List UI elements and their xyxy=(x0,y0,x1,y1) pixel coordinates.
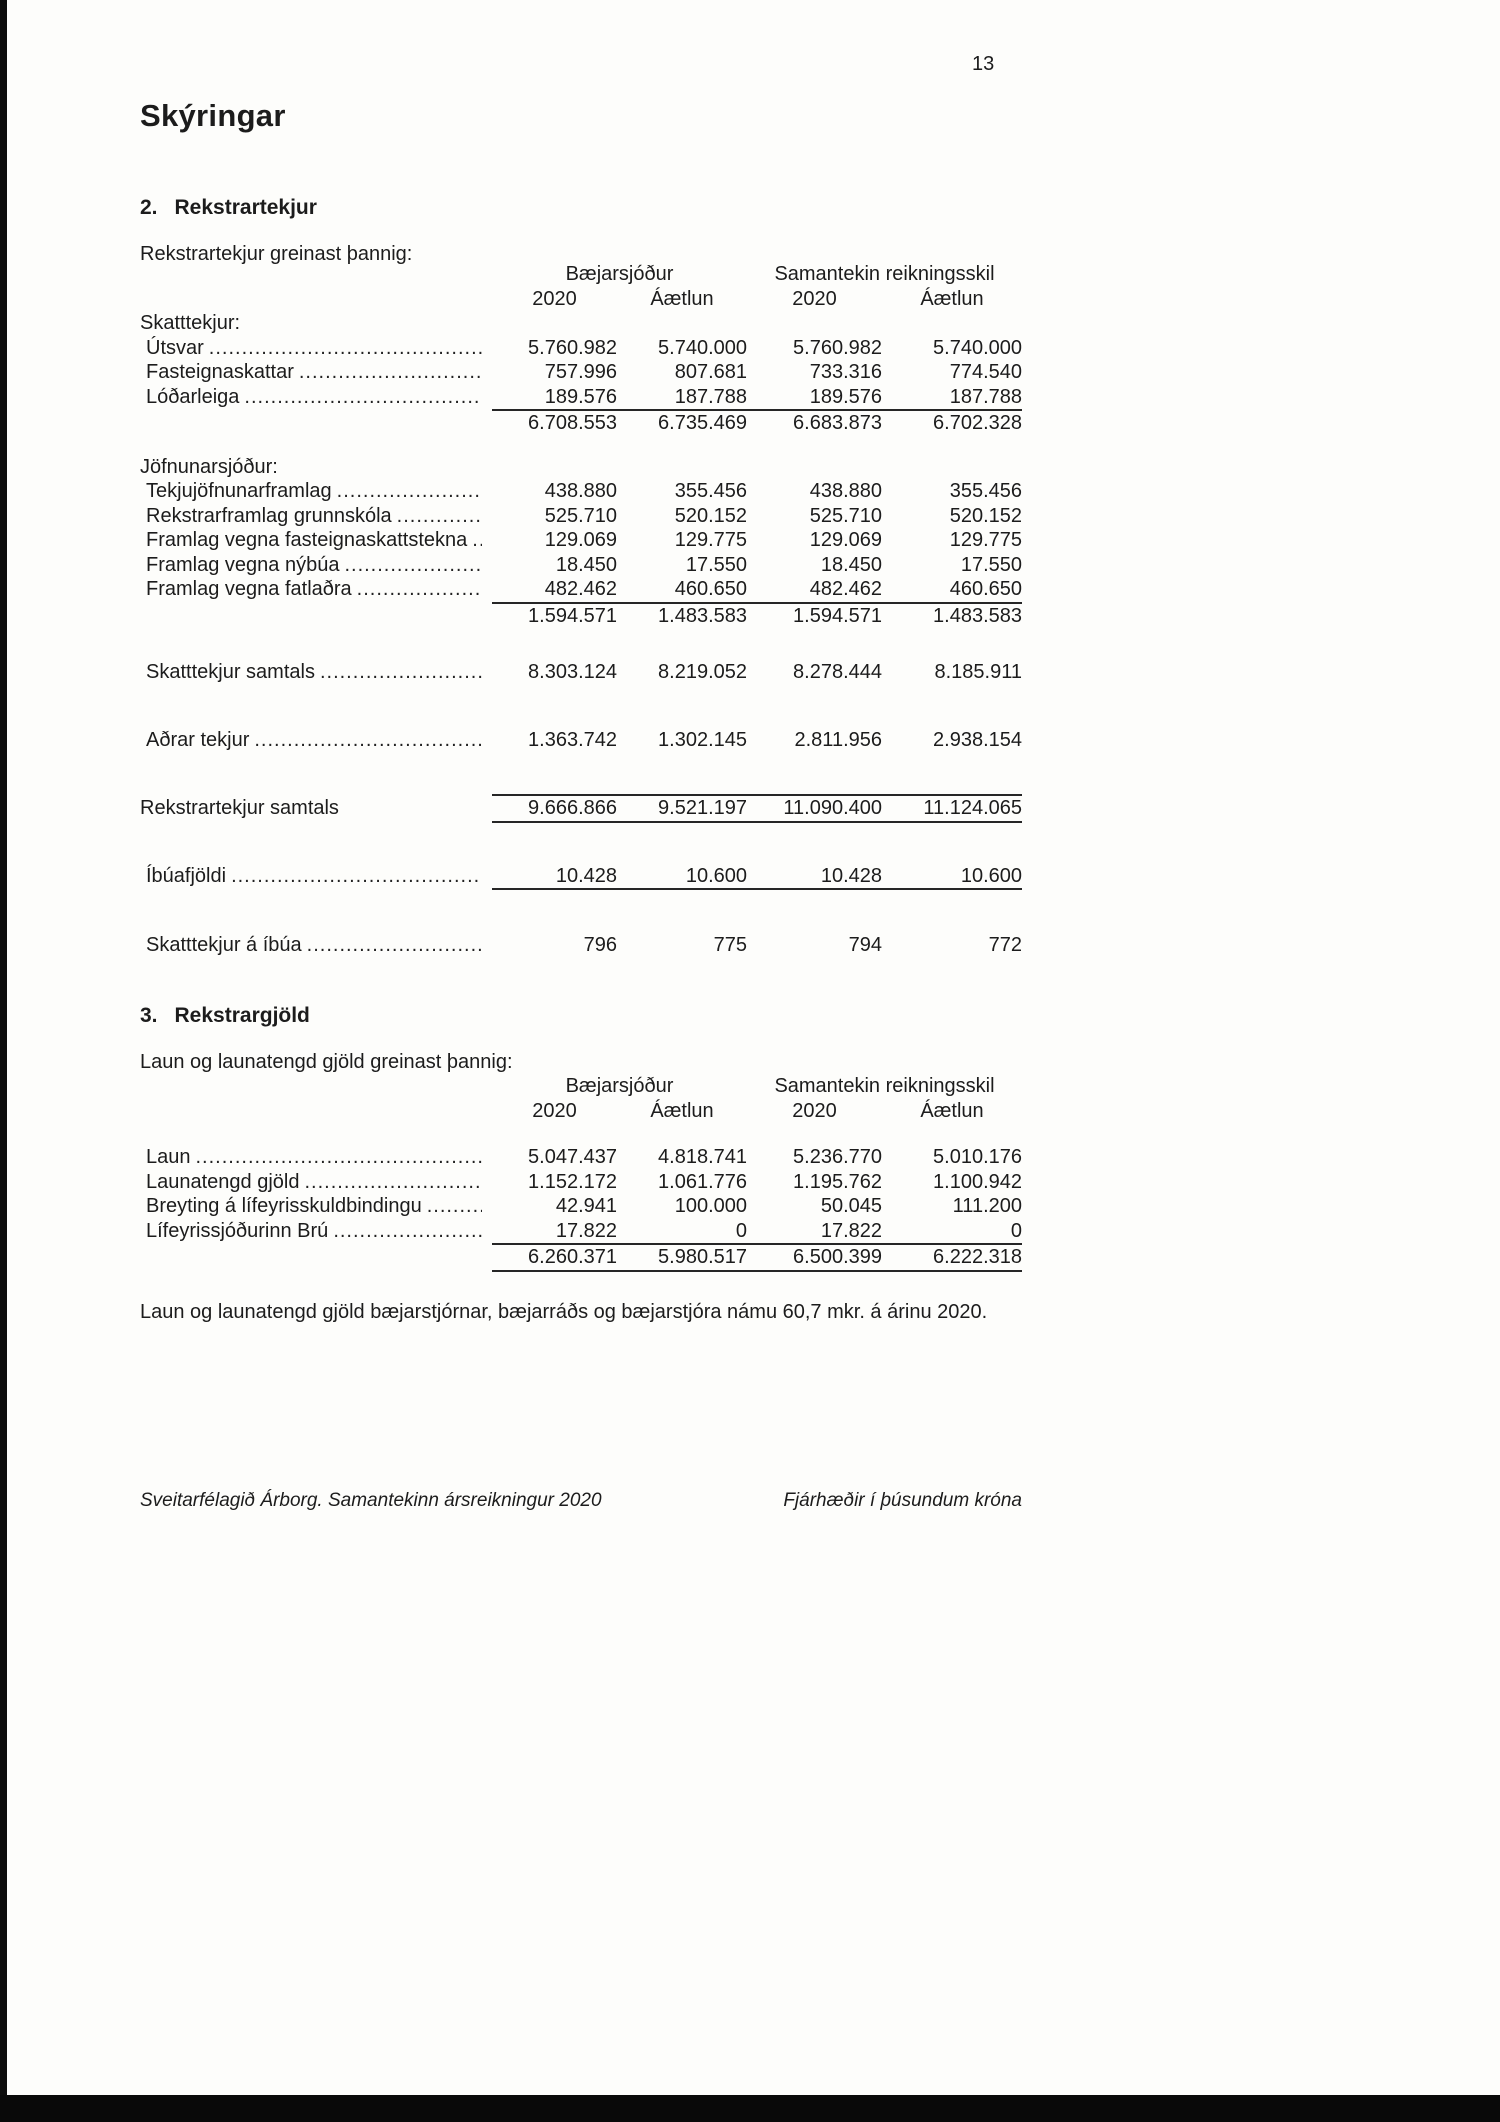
table-row xyxy=(140,933,1022,958)
table-row xyxy=(140,1145,1022,1170)
table-cell: 6.222.318 xyxy=(933,1246,1022,1268)
table-row xyxy=(140,1194,1022,1219)
table-cell: 438.880 xyxy=(544,480,617,502)
row-label: Lóðarleiga xyxy=(146,385,240,408)
table-cell: 4.818.741 xyxy=(658,1146,747,1168)
column-groups xyxy=(492,262,1022,287)
table-cell: 6.260.371 xyxy=(528,1246,617,1268)
table-cell: 9.666.866 xyxy=(528,797,617,819)
row-values xyxy=(492,504,1022,529)
table-cell: 794 xyxy=(848,934,882,956)
column-header: 2020 xyxy=(792,287,837,310)
leader-dots xyxy=(422,1194,482,1219)
row-values xyxy=(492,1170,1022,1195)
table-total-row xyxy=(140,409,1022,434)
table-cell: 5.740.000 xyxy=(933,336,1022,359)
column-group-baejarsjodur: Bæjarsjóður xyxy=(565,1075,674,1097)
table-row xyxy=(140,528,1022,553)
table-cell: 17.822 xyxy=(820,1219,882,1242)
leader-dots xyxy=(352,577,482,602)
section-2-intro: Rekstrartekjur greinast þannig: xyxy=(140,243,413,265)
table-cell: 18.450 xyxy=(820,553,882,576)
table-cell: 757.996 xyxy=(544,361,617,383)
row-label: Skatttekjur samtals xyxy=(146,661,315,683)
row-label: Framlag vegna fasteignaskattstekna xyxy=(146,529,468,551)
row-label-cell xyxy=(140,660,492,685)
table-row xyxy=(140,504,1022,529)
table-cell: 17.822 xyxy=(555,1219,617,1242)
table-cell: 1.302.145 xyxy=(658,728,747,751)
leader-dots xyxy=(191,1145,483,1170)
column-headers xyxy=(492,1099,1022,1124)
leader-dots xyxy=(328,1219,482,1244)
table-cell: 772 xyxy=(988,934,1022,956)
table-cell: 1.363.742 xyxy=(528,728,617,751)
row-label: Lífeyrissjóðurinn Brú xyxy=(146,1219,329,1242)
table-cell: 1.152.172 xyxy=(528,1170,617,1193)
table-cell: 8.303.124 xyxy=(528,661,617,683)
section-3-heading xyxy=(140,1004,310,1028)
table-cell: 8.185.911 xyxy=(934,661,1022,683)
table-cell: 355.456 xyxy=(674,480,747,502)
table-cell: 17.550 xyxy=(685,553,747,576)
row-label: Fasteignaskattar xyxy=(146,361,294,383)
table-total-row xyxy=(140,602,1022,627)
table-cell: 1.195.762 xyxy=(793,1170,882,1193)
table-cell: 5.010.176 xyxy=(933,1146,1022,1168)
table-cell: 6.683.873 xyxy=(793,412,882,434)
table-cell: 733.316 xyxy=(809,361,882,383)
row-label: Framlag vegna fatlaðra xyxy=(146,578,352,600)
column-group-samantekin: Samantekin reikningsskil xyxy=(774,1075,995,1097)
table-cell: 111.200 xyxy=(952,1195,1022,1217)
table-cell: 0 xyxy=(735,1219,747,1242)
leader-dots xyxy=(392,504,482,529)
row-label: Laun xyxy=(146,1146,191,1168)
row-label-cell xyxy=(140,553,492,578)
table-cell: 8.219.052 xyxy=(658,661,747,683)
page-footer xyxy=(140,1490,1022,1512)
row-values xyxy=(492,479,1022,504)
row-label-cell xyxy=(140,528,492,553)
row-values xyxy=(492,1243,1022,1272)
table-row xyxy=(140,864,1022,889)
table-cell: 520.152 xyxy=(949,504,1022,527)
table-cell: 6.500.399 xyxy=(793,1246,882,1268)
table-cell: 129.775 xyxy=(949,529,1022,551)
table-cell: 129.775 xyxy=(674,529,747,551)
row-label-cell xyxy=(140,796,492,821)
column-header: Áætlun xyxy=(650,1099,714,1122)
row-label-cell xyxy=(140,360,492,385)
row-label: Íbúafjöldi xyxy=(146,864,227,887)
footer-left-text: Sveitarfélagið Árborg. Samantekinn ársreikningur 2020 xyxy=(140,1490,602,1511)
group-label: Jöfnunarsjóður: xyxy=(140,455,278,478)
column-header: 2020 xyxy=(532,287,577,310)
table-total-row xyxy=(140,1243,1022,1268)
row-values xyxy=(492,1194,1022,1219)
row-label: Skatttekjur á íbúa xyxy=(146,934,302,956)
group-label: Skatttekjur: xyxy=(140,312,241,334)
table-row xyxy=(140,360,1022,385)
table-row xyxy=(140,577,1022,602)
expenses-table xyxy=(140,1074,1022,1268)
table-cell: 5.980.517 xyxy=(658,1246,747,1268)
table-cell: 460.650 xyxy=(949,578,1022,600)
table-cell: 5.047.437 xyxy=(528,1146,617,1168)
table-cell: 10.428 xyxy=(555,864,617,887)
table-cell: 6.708.553 xyxy=(528,412,617,434)
leader-dots xyxy=(204,336,482,361)
leader-dots xyxy=(299,1170,482,1195)
leader-dots xyxy=(339,553,482,578)
table-cell: 10.428 xyxy=(820,864,882,887)
leader-dots xyxy=(315,660,482,685)
table-cell: 355.456 xyxy=(949,480,1022,502)
section-heading-text: Rekstrartekjur xyxy=(174,196,317,219)
table-cell: 1.483.583 xyxy=(658,604,747,627)
leader-dots xyxy=(239,385,482,410)
table-cell: 1.594.571 xyxy=(793,604,882,627)
row-label: Útsvar xyxy=(146,336,204,359)
row-label-cell xyxy=(140,504,492,529)
table-row xyxy=(140,1219,1022,1244)
row-values xyxy=(492,660,1022,685)
row-label: Tekjujöfnunarframlag xyxy=(146,480,332,502)
table-cell: 482.462 xyxy=(809,578,882,600)
scan-edge-left xyxy=(0,0,7,2122)
row-values xyxy=(492,602,1022,629)
row-label: Launatengd gjöld xyxy=(146,1170,300,1193)
row-values xyxy=(492,864,1022,891)
table-cell: 10.600 xyxy=(685,864,747,887)
table-row xyxy=(140,728,1022,753)
table-cell: 5.740.000 xyxy=(658,336,747,359)
footer-right-text: Fjárhæðir í þúsundum króna xyxy=(783,1490,1022,1511)
document-title: Skýringar xyxy=(140,98,286,133)
section-number: 3. xyxy=(140,1004,158,1027)
table-cell: 6.702.328 xyxy=(933,412,1022,434)
leader-dots xyxy=(249,728,482,753)
table-cell: 17.550 xyxy=(960,553,1022,576)
table-cell: 11.090.400 xyxy=(783,797,882,819)
table-cell: 189.576 xyxy=(544,385,617,408)
table-cell: 438.880 xyxy=(809,480,882,502)
column-group-header-row xyxy=(140,262,1022,287)
row-label-cell xyxy=(140,1170,492,1195)
row-label-cell xyxy=(140,933,492,958)
column-group-samantekin: Samantekin reikningsskil xyxy=(774,263,995,285)
table-cell: 525.710 xyxy=(809,504,882,527)
table-cell: 520.152 xyxy=(674,504,747,527)
table-cell: 1.483.583 xyxy=(933,604,1022,627)
row-values xyxy=(492,336,1022,361)
row-label-cell xyxy=(140,1194,492,1219)
leader-dots xyxy=(294,360,482,385)
group-label-cell xyxy=(140,455,502,480)
column-header: Áætlun xyxy=(920,1099,984,1122)
section-3-intro: Laun og launatengd gjöld greinast þannig: xyxy=(140,1051,513,1073)
leader-dots xyxy=(302,933,482,958)
table-cell: 187.788 xyxy=(674,385,747,408)
row-values xyxy=(492,385,1022,410)
row-values xyxy=(492,1145,1022,1170)
scan-edge-bottom xyxy=(0,2095,1500,2122)
group-label-row xyxy=(140,455,1022,480)
table-cell: 129.069 xyxy=(544,529,617,551)
table-cell: 460.650 xyxy=(674,578,747,600)
table-cell: 525.710 xyxy=(544,504,617,527)
table-row xyxy=(140,336,1022,361)
row-label-cell xyxy=(140,336,492,361)
table-row xyxy=(140,1170,1022,1195)
table-cell: 775 xyxy=(713,934,747,956)
page-number: 13 xyxy=(972,53,995,75)
row-values xyxy=(492,728,1022,753)
row-values xyxy=(492,794,1022,823)
table-cell: 6.735.469 xyxy=(658,412,747,434)
row-values xyxy=(492,553,1022,578)
leader-dots xyxy=(332,479,482,504)
column-group-baejarsjodur: Bæjarsjóður xyxy=(565,263,674,285)
column-header-row xyxy=(140,1099,1022,1124)
row-label-cell xyxy=(140,577,492,602)
row-label: Aðrar tekjur xyxy=(146,728,250,751)
column-header: 2020 xyxy=(792,1099,837,1122)
table-cell: 11.124.065 xyxy=(923,797,1022,819)
row-values xyxy=(492,360,1022,385)
leader-dots xyxy=(467,528,482,553)
table-cell: 482.462 xyxy=(544,578,617,600)
table-cell: 189.576 xyxy=(809,385,882,408)
row-values xyxy=(492,1219,1022,1244)
table-row xyxy=(140,660,1022,685)
table-cell: 8.278.444 xyxy=(793,661,882,683)
row-values xyxy=(492,528,1022,553)
table-cell: 774.540 xyxy=(949,361,1022,383)
table-cell: 807.681 xyxy=(674,361,747,383)
row-label: Breyting á lífeyrisskuldbindingu xyxy=(146,1195,422,1217)
leader-dots xyxy=(226,864,482,889)
table-cell: 0 xyxy=(1010,1219,1022,1242)
table-cell: 10.600 xyxy=(960,864,1022,887)
table-grand-total-row xyxy=(140,794,1022,819)
table-cell: 9.521.197 xyxy=(658,797,747,819)
table-row xyxy=(140,479,1022,504)
table-cell: 1.594.571 xyxy=(528,604,617,627)
section-3-note: Laun og launatengd gjöld bæjarstjórnar, bæjarráðs og bæjarstjóra námu 60,7 mkr. á árinu 2020. xyxy=(140,1301,988,1323)
row-label: Rekstrarframlag grunnskóla xyxy=(146,504,392,527)
row-label-cell xyxy=(140,1145,492,1170)
section-heading-text: Rekstrargjöld xyxy=(174,1004,310,1027)
table-cell: 2.938.154 xyxy=(933,728,1022,751)
row-values xyxy=(492,933,1022,958)
section-2-heading xyxy=(140,196,317,220)
column-headers xyxy=(492,287,1022,312)
table-cell: 100.000 xyxy=(674,1195,747,1217)
table-cell: 187.788 xyxy=(949,385,1022,408)
row-values xyxy=(492,409,1022,436)
row-label-cell xyxy=(140,385,492,410)
table-cell: 796 xyxy=(583,934,617,956)
column-header: Áætlun xyxy=(650,287,714,310)
column-header: 2020 xyxy=(532,1099,577,1122)
column-header: Áætlun xyxy=(920,287,984,310)
table-cell: 50.045 xyxy=(820,1195,882,1217)
row-values xyxy=(492,577,1022,602)
row-label: Framlag vegna nýbúa xyxy=(146,553,340,576)
row-label: Rekstrartekjur samtals xyxy=(140,797,339,819)
table-cell: 42.941 xyxy=(555,1195,617,1217)
table-cell: 5.760.982 xyxy=(528,336,617,359)
revenue-table xyxy=(140,262,1022,958)
section-number: 2. xyxy=(140,196,158,219)
table-cell: 129.069 xyxy=(809,529,882,551)
column-group-header-row xyxy=(140,1074,1022,1099)
row-label-cell xyxy=(140,1219,492,1244)
column-header-row xyxy=(140,287,1022,312)
table-cell: 18.450 xyxy=(555,553,617,576)
group-label-cell xyxy=(140,311,502,336)
column-groups xyxy=(492,1074,1022,1099)
table-cell: 5.760.982 xyxy=(793,336,882,359)
table-cell: 2.811.956 xyxy=(794,728,882,751)
table-cell: 1.061.776 xyxy=(658,1170,747,1193)
table-cell: 1.100.942 xyxy=(933,1170,1022,1193)
row-label-cell xyxy=(140,728,492,753)
row-label-cell xyxy=(140,479,492,504)
group-label-row xyxy=(140,311,1022,336)
table-row xyxy=(140,385,1022,410)
row-label-cell xyxy=(140,864,492,889)
table-cell: 5.236.770 xyxy=(793,1146,882,1168)
table-row xyxy=(140,553,1022,578)
